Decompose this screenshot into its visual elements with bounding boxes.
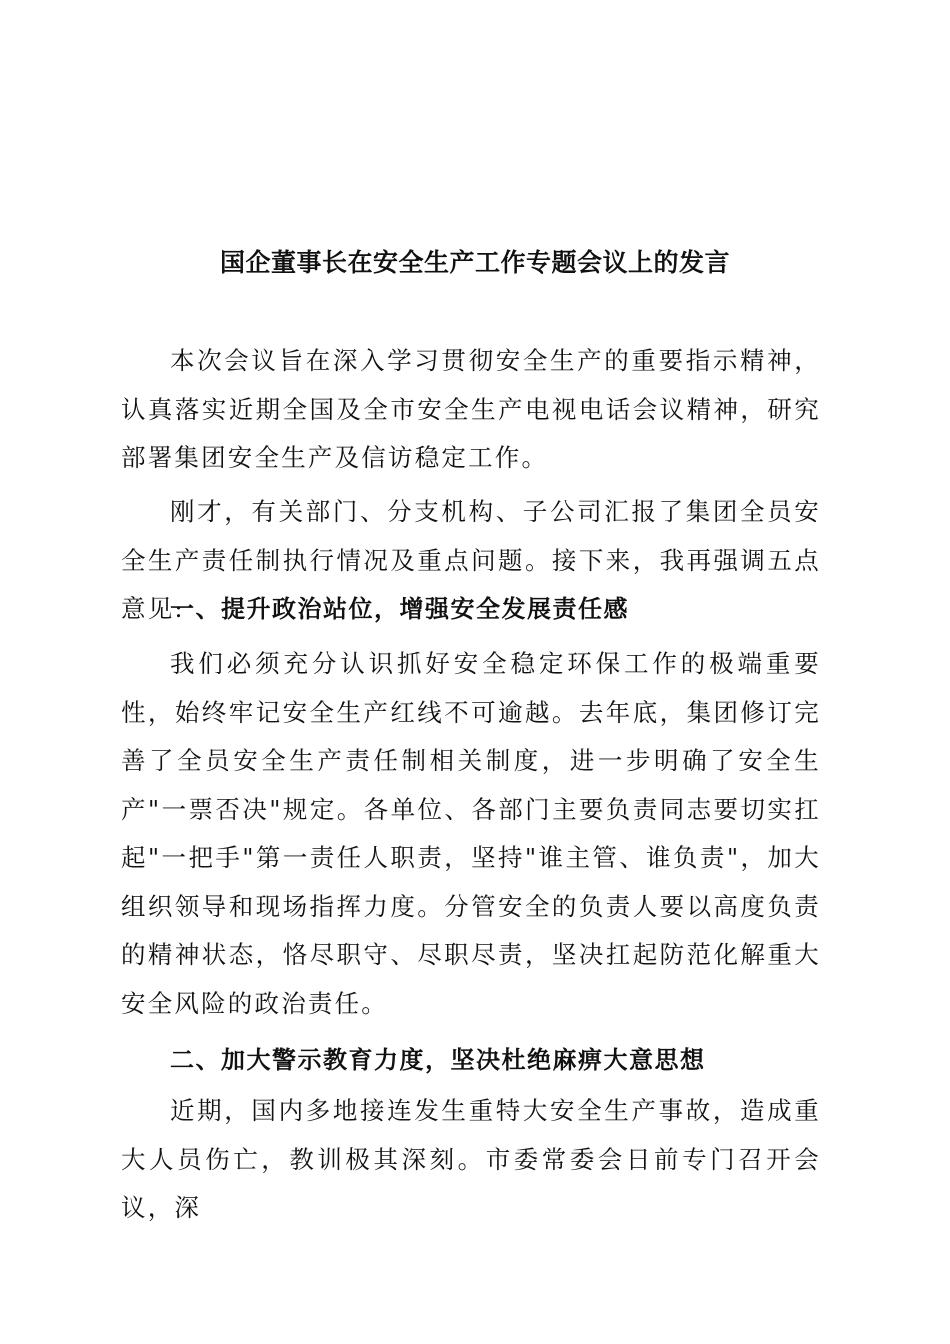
section-heading-1: 一、提升政治站位，增强安全发展责任感 (170, 595, 629, 623)
paragraph-section2: 近期，国内多地接连发生重特大安全生产事故，造成重大人员伤亡，教训极其深刻。市委常委会日前专门召开会议，深 (121, 1096, 821, 1222)
paragraph-section1: 我们必须充分认识抓好安全稳定环保工作的极端重要性，始终牢记安全生产红线不可逾越。去年底，集团修订完善了全员安全生产责任制相关制度，进一步明确了安全生产"一票否决"规定。各单位、各部门主要负责同志要切实扛起"一把手"第一责任人职责，坚持"谁主管、谁负责"，加大组织领导和现场指挥力度。分管安全的负责人要以高度负责的精神状态，恪尽职守、尽职尽责，坚决扛起防范化解重大安全风险的政治责任。 (121, 649, 821, 1018)
document-title: 国企董事长在安全生产工作专题会议上的发言 (219, 248, 730, 277)
section-heading-2: 二、加大警示教育力度，坚决杜绝麻痹大意思想 (170, 1046, 706, 1074)
paragraph-report: 刚才，有关部门、分支机构、子公司汇报了集团全员安全生产责任制执行情况及重点问题。接下来，我再强调五点意见: (121, 497, 821, 623)
paragraph-intro: 本次会议旨在深入学习贯彻安全生产的重要指示精神，认真落实近期全国及全市安全生产电视电话会议精神，研究部署集团安全生产及信访稳定工作。 (121, 346, 821, 472)
